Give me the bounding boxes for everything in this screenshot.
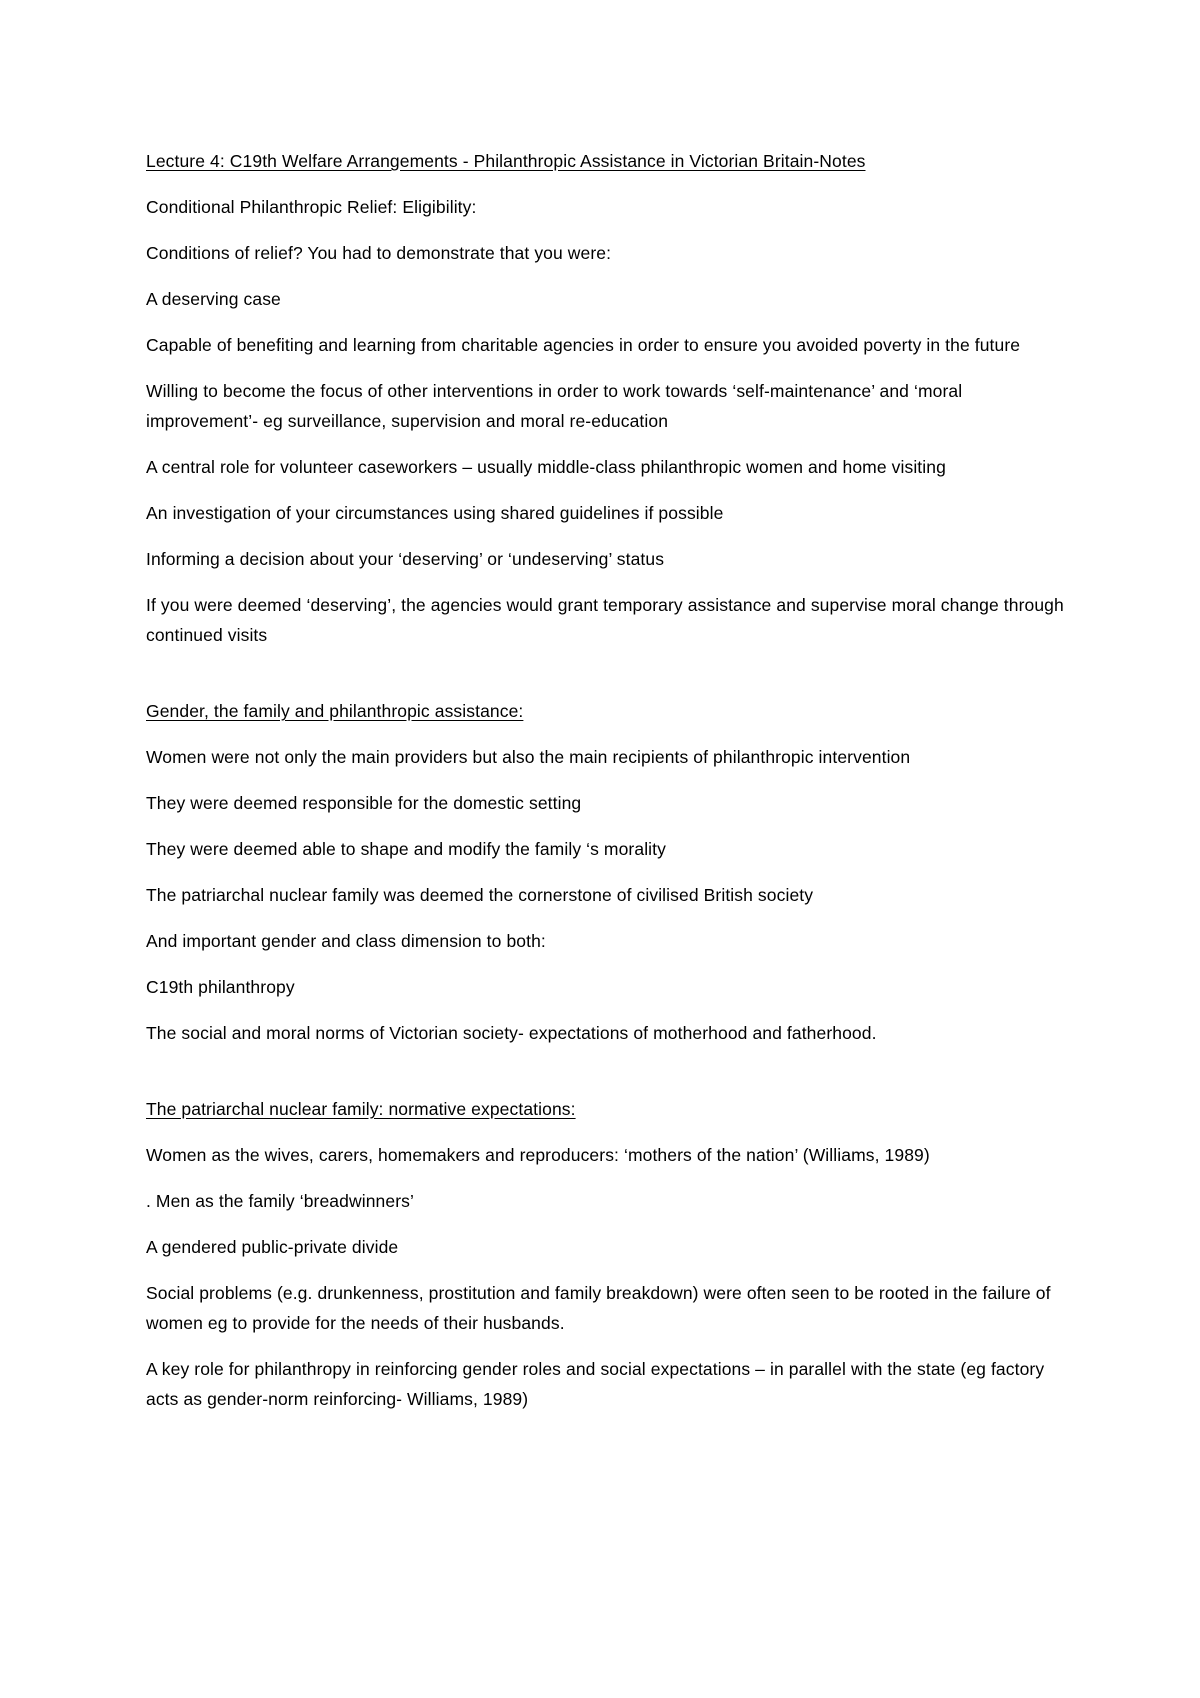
paragraph: Conditional Philanthropic Relief: Eligibility: <box>146 197 477 217</box>
paragraph: Capable of benefiting and learning from charitable agencies in order to ensure you avoided poverty in the future <box>146 335 1021 355</box>
paragraph: They were deemed able to shape and modify the family ‘s morality <box>146 839 666 859</box>
paragraph: If you were deemed ‘deserving’, the agencies would grant temporary assistance and supervise moral change through continued visits <box>146 595 1064 645</box>
paragraph: . Men as the family ‘breadwinners’ <box>146 1191 414 1211</box>
paragraph: And important gender and class dimension to both: <box>146 931 546 951</box>
paragraph: A gendered public-private divide <box>146 1237 399 1257</box>
section-heading: Lecture 4: C19th Welfare Arrangements - Philanthropic Assistance in Victorian Britain-Notes <box>146 151 866 171</box>
document-body <box>146 146 1076 1430</box>
section-gender-family <box>146 696 1076 1048</box>
paragraph: C19th philanthropy <box>146 977 295 997</box>
paragraph: A key role for philanthropy in reinforcing gender roles and social expectations – in parallel with the state (eg factory acts as gender-norm reinforcing- Williams, 1989) <box>146 1359 1045 1409</box>
paragraph: Women were not only the main providers but also the main recipients of philanthropic intervention <box>146 747 911 767</box>
section-lecture-notes <box>146 146 1076 650</box>
paragraph: Informing a decision about your ‘deserving’ or ‘undeserving’ status <box>146 549 665 569</box>
paragraph: A deserving case <box>146 289 281 309</box>
paragraph: Conditions of relief? You had to demonstrate that you were: <box>146 243 612 263</box>
section-patriarchal-family <box>146 1094 1076 1414</box>
paragraph: An investigation of your circumstances using shared guidelines if possible <box>146 503 724 523</box>
paragraph: A central role for volunteer caseworkers – usually middle-class philanthropic women and home visiting <box>146 457 946 477</box>
paragraph: The patriarchal nuclear family was deemed the cornerstone of civilised British society <box>146 885 814 905</box>
paragraph: The social and moral norms of Victorian society- expectations of motherhood and fatherhood. <box>146 1023 877 1043</box>
section-heading: The patriarchal nuclear family: normative expectations: <box>146 1099 576 1119</box>
section-heading: Gender, the family and philanthropic assistance: <box>146 701 524 721</box>
paragraph: Women as the wives, carers, homemakers and reproducers: ‘mothers of the nation’ (Williams, 1989) <box>146 1145 930 1165</box>
paragraph: Social problems (e.g. drunkenness, prostitution and family breakdown) were often seen to be rooted in the failure of women eg to provide for the needs of their husbands. <box>146 1283 1051 1333</box>
paragraph: Willing to become the focus of other interventions in order to work towards ‘self-maintenance’ and ‘moral improvement’- eg surveillance, supervision and moral re-education <box>146 381 963 431</box>
paragraph: They were deemed responsible for the domestic setting <box>146 793 582 813</box>
